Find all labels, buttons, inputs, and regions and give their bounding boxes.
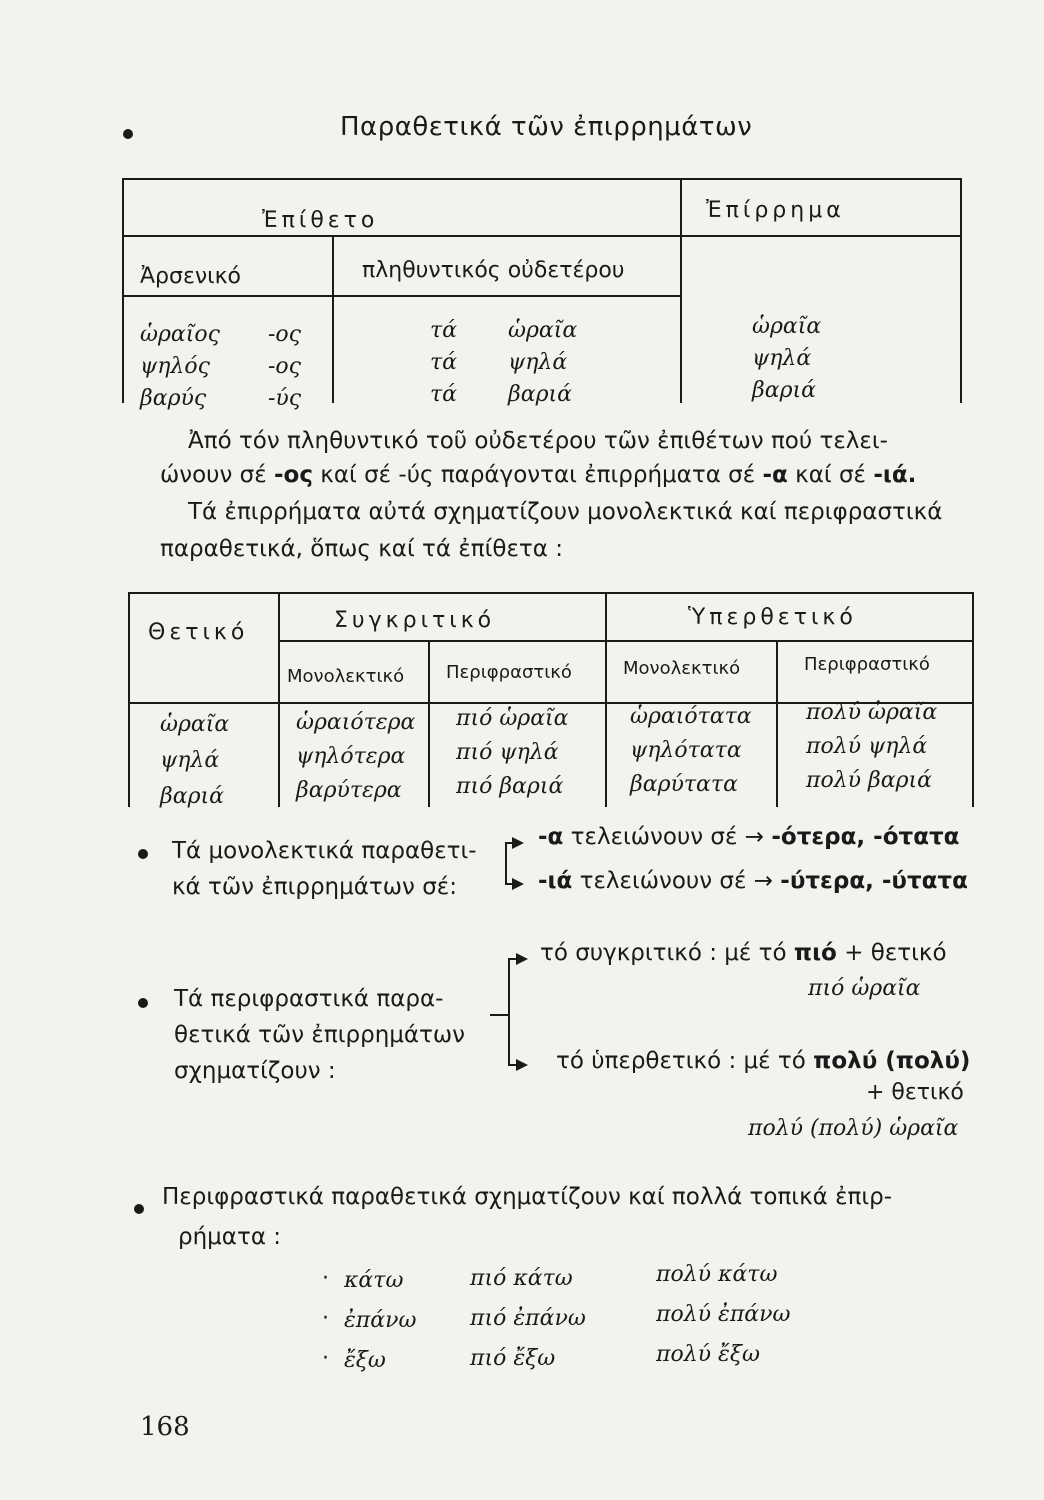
arrow-icon: [516, 1059, 528, 1071]
cell-sp: πιό βαριά: [456, 774, 564, 799]
ending: -ιά: [538, 868, 573, 894]
cell-adv: ὡραῖα: [752, 314, 822, 339]
text: καί σέ: [795, 462, 866, 488]
cell-yp: πολύ βαριά: [806, 768, 933, 793]
header-epitheto: Ἐπίθετο: [262, 208, 379, 233]
header-arseniko: Ἀρσενικό: [140, 264, 242, 289]
cell-art: τά: [430, 350, 458, 375]
cell-sp: πιό ψηλά: [456, 740, 559, 765]
header-epirrima: Ἐπίρρημα: [706, 198, 845, 223]
cell-art: τά: [430, 318, 458, 343]
arrow-icon: →: [744, 824, 765, 850]
ending-os: -ος: [273, 462, 313, 488]
header-mono: Μονολεκτικό: [623, 658, 741, 679]
result: -ότερα, -ότατα: [771, 824, 960, 850]
word: ἐπάνω: [344, 1308, 417, 1333]
header-sygkritiko: Συγκριτικό: [334, 608, 496, 633]
cell-sm: ψηλότερα: [296, 744, 406, 769]
cell-plur: ψηλά: [508, 350, 568, 375]
bullet-icon: ·: [322, 1306, 329, 1331]
page-number: 168: [140, 1412, 190, 1442]
cell-arsen: ψηλός: [140, 354, 210, 379]
word: κάτω: [344, 1268, 404, 1293]
text: Περιφραστικά παραθετικά σχηματίζουν καί πολλά τοπικά ἐπιρ-: [162, 1184, 893, 1210]
cell-end: -ος: [268, 354, 301, 379]
para-line: [160, 464, 916, 487]
cell-sm: ὡραιότερα: [296, 710, 416, 735]
bracket-line: [505, 842, 507, 884]
rule-comparative: [540, 942, 947, 965]
word: πιό ἔξω: [470, 1346, 556, 1371]
text: σχηματίζουν :: [174, 1058, 336, 1084]
cell-plur: ὡραῖα: [508, 318, 578, 343]
ending-ia: -ιά.: [873, 462, 917, 488]
bullet-icon: [134, 1204, 144, 1214]
bullet-icon: [123, 129, 133, 139]
cell-arsen: βαρύς: [140, 386, 207, 411]
arrow-icon: [512, 837, 524, 849]
cell-arsen: ὡραῖος: [140, 322, 220, 347]
word: πιό κάτω: [470, 1266, 573, 1291]
text: τελειώνουν σέ: [570, 824, 738, 850]
cell-thet: ὡραῖα: [160, 712, 230, 737]
bullet-icon: [138, 998, 148, 1008]
text: ρήματα :: [178, 1224, 282, 1250]
keyword: πολύ (πολύ): [813, 1048, 971, 1074]
text: καί σέ -ύς παράγονται ἐπιρρήματα σέ: [320, 462, 756, 488]
cell-end: -ος: [268, 322, 301, 347]
bullet-icon: ·: [322, 1346, 329, 1371]
bullet-icon: [138, 849, 148, 859]
ending-a: -α: [762, 462, 788, 488]
rule-superlative: [556, 1050, 970, 1073]
arrow-icon: [516, 953, 528, 965]
result: -ύτερα, -ύτατα: [780, 868, 968, 894]
text: τό συγκριτικό : μέ τό: [540, 940, 787, 966]
cell-ym: ψηλότατα: [630, 738, 742, 763]
word: πολύ ἔξω: [656, 1342, 760, 1367]
page-title: Παραθετικά τῶν ἐπιρρημάτων: [340, 112, 753, 142]
text: κά τῶν ἐπιρρημάτων σέ:: [172, 874, 457, 900]
header-mono: Μονολεκτικό: [287, 666, 405, 687]
cell-art: τά: [430, 382, 458, 407]
arrow-icon: →: [753, 868, 773, 894]
header-ypertheriko: Ὑπερθετικό: [688, 605, 857, 630]
word: ἔξω: [344, 1348, 386, 1373]
cell-adv: ψηλά: [752, 346, 812, 371]
text: Τά μονολεκτικά παραθετι-: [172, 838, 477, 864]
word: πολύ κάτω: [656, 1262, 778, 1287]
cell-ym: βαρύτατα: [630, 772, 738, 797]
header-peri: Περιφραστικό: [446, 662, 572, 683]
text: θετικά τῶν ἐπιρρημάτων: [174, 1022, 466, 1048]
text: Τά περιφραστικά παρα-: [174, 986, 444, 1012]
text: + θετικό: [866, 1080, 964, 1105]
example: πιό ὡραῖα: [808, 976, 921, 1001]
para-line: παραθετικά, ὅπως καί τά ἐπίθετα :: [160, 536, 563, 562]
cell-plur: βαριά: [508, 382, 572, 407]
keyword: πιό: [793, 940, 837, 966]
para-line: Ἀπό τόν πληθυντικό τοῦ οὐδετέρου τῶν ἐπιθέτων πού τελει-: [188, 428, 888, 454]
para-line: Τά ἐπιρρήματα αὐτά σχηματίζουν μονολεκτικά καί περιφραστικά: [188, 499, 943, 525]
word: πολύ ἐπάνω: [656, 1302, 791, 1327]
cell-yp: πολύ ψηλά: [806, 734, 928, 759]
header-peri: Περιφραστικό: [804, 654, 930, 675]
cell-sp: πιό ὡραῖα: [456, 706, 569, 731]
ending: -α: [538, 824, 564, 850]
text: τό ὑπερθετικό : μέ τό: [556, 1048, 806, 1074]
text: + θετικό: [844, 940, 947, 966]
cell-ym: ὡραιότατα: [630, 704, 752, 729]
header-thetiko: Θετικό: [148, 620, 249, 645]
rule-ia: [538, 870, 968, 893]
bracket-line: [508, 958, 510, 1066]
cell-sm: βαρύτερα: [296, 778, 402, 803]
example: πολύ (πολύ) ὡραῖα: [748, 1116, 959, 1141]
text: τελειώνουν σέ: [579, 868, 747, 894]
word: πιό ἐπάνω: [470, 1306, 586, 1331]
cell-thet: ψηλά: [160, 748, 220, 773]
text: ώνουν σέ: [160, 462, 267, 488]
cell-end: -ύς: [268, 386, 302, 411]
cell-thet: βαριά: [160, 784, 224, 809]
cell-yp: πολύ ὡραῖα: [806, 700, 938, 725]
arrow-icon: [512, 878, 524, 890]
rule-a: [538, 826, 960, 849]
bullet-icon: ·: [322, 1266, 329, 1291]
header-plithyntikos: πληθυντικός οὐδετέρου: [362, 258, 625, 283]
cell-adv: βαριά: [752, 378, 816, 403]
